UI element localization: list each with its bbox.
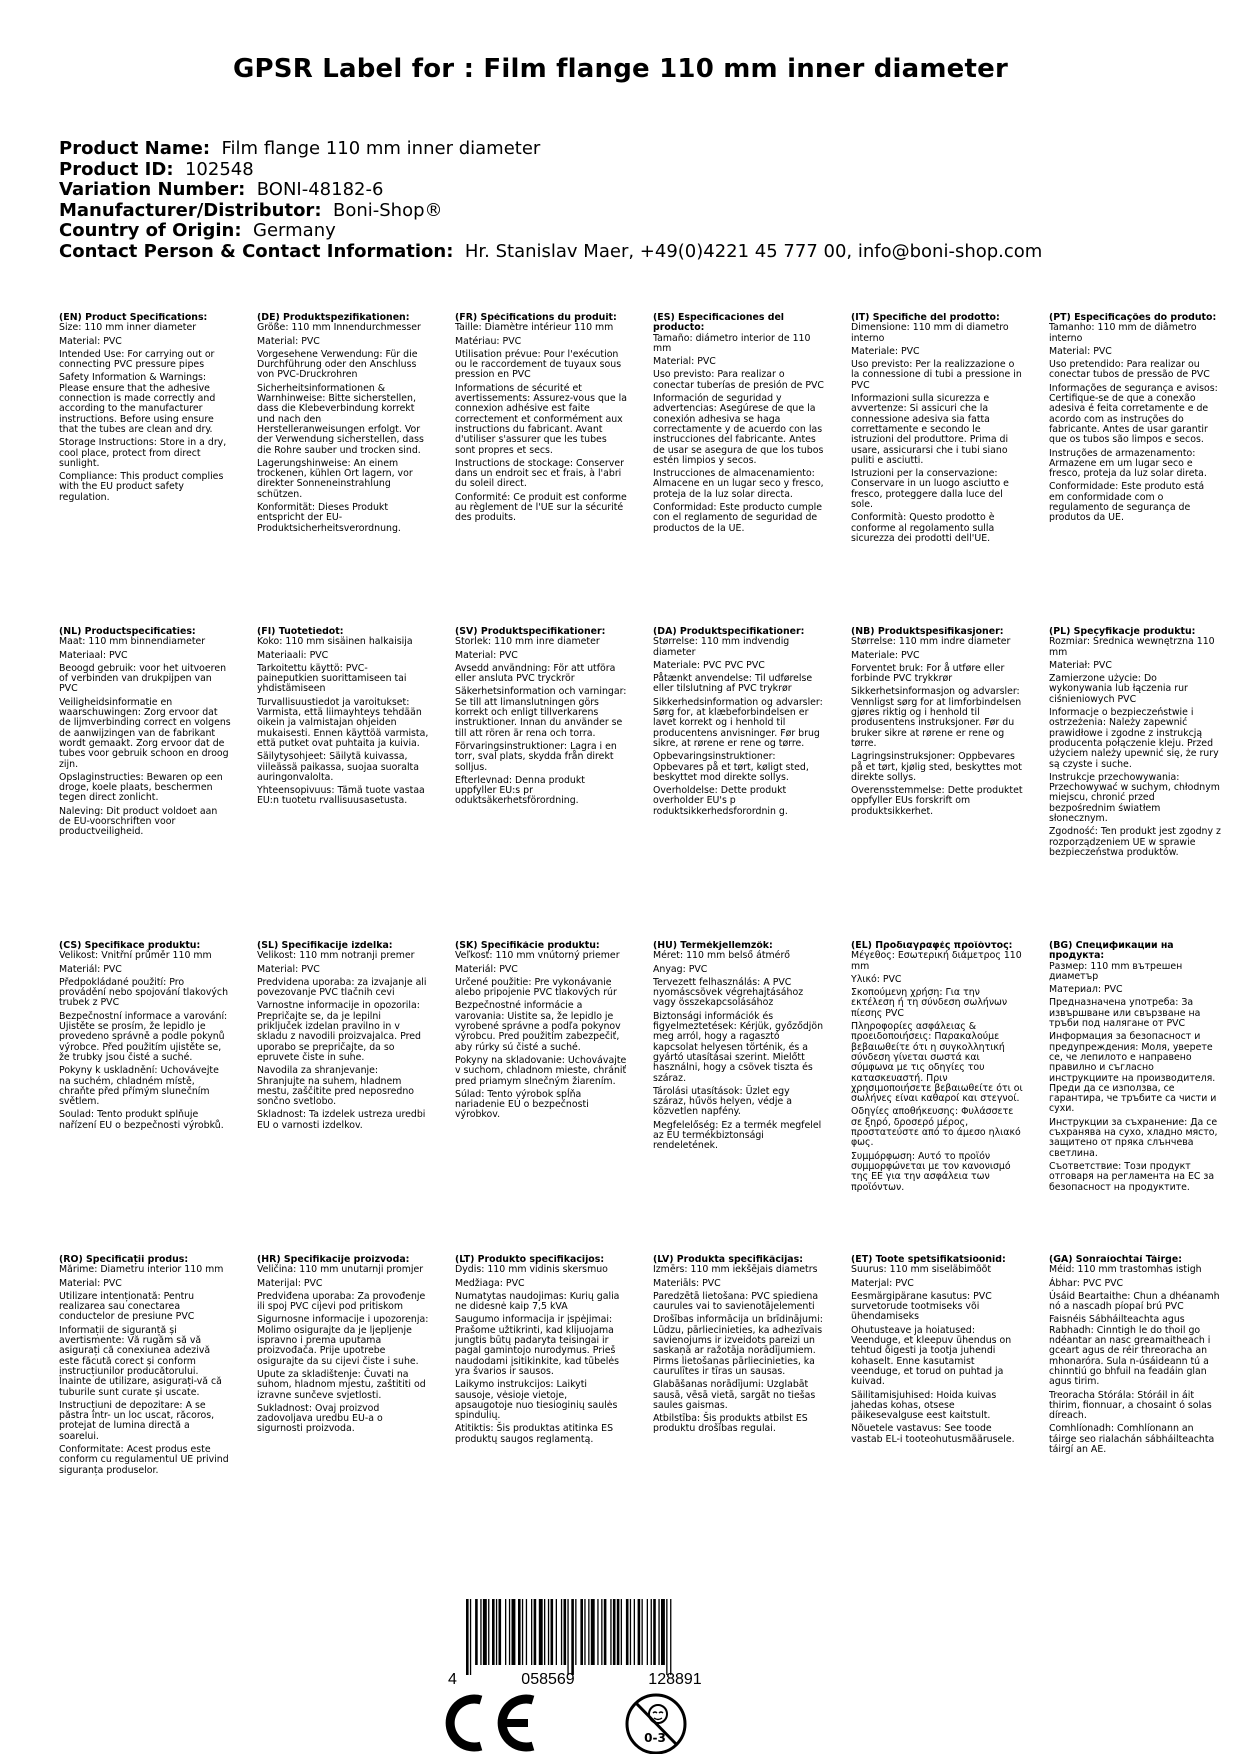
spec-line: Utilizare intenționată: Pentru realizarea sau conectarea conductelor de presiune PVC	[59, 1290, 195, 1323]
spec-block	[653, 941, 851, 1255]
barcode-bar	[634, 1599, 635, 1665]
spec-line: Conformitate: Acest produs este conform cu regulamentul UE privind siguranța produselor.	[59, 1444, 229, 1476]
spec-line: Предназначена употреба: За извършване или свързване на тръби под налягане от PVC	[1049, 997, 1201, 1030]
barcode-bar	[496, 1599, 497, 1665]
spec-line: Dimensione: 110 mm di diametro interno	[851, 322, 1009, 344]
barcode-bar	[575, 1599, 576, 1665]
barcode-bar	[642, 1599, 643, 1665]
spec-line: Instrucciones de almacenamiento: Almacene en un lugar seco y fresco, proteja de la luz solar directa.	[653, 468, 824, 500]
spec-line: Efterlevnad: Denna produkt uppfyller EU:s pr oduktsäkerhetsförordning.	[455, 774, 585, 807]
spec-line: Säkerhetsinformation och varningar: Se till att limanslutningen görs korrekt och enligt tillverkarens instruktioner. Innan du använder se till att rören är rena och torra.	[455, 686, 627, 739]
info-variation-number: Variation Number: BONI-48182-6	[59, 179, 384, 200]
spec-line: Veiligheidsinformatie en waarschuwingen: Zorg ervoor dat de lijmverbinding correct en volgens de aanwijzingen van de fabrikant wordt gemaakt. Zorg ervoor dat de tubes voor gebruik schoon en droog zijn.	[59, 696, 231, 770]
spec-line: Materjal: PVC	[851, 1277, 914, 1289]
spec-line: Maat: 110 mm binnendiameter	[59, 636, 206, 648]
spec-line: Skladnost: Ta izdelek ustreza uredbi EU o varnosti izdelkov.	[257, 1109, 426, 1131]
spec-line: Materiale: PVC	[851, 649, 920, 661]
spec-line: Navodila za shranjevanje: Shranjujte na suhem, hladnem mestu, zaščitite pred neposredno sončno svetlobo.	[257, 1065, 414, 1108]
spec-line: Instructions de stockage: Conserver dans un endroit sec et frais, à l'abri du soleil direct.	[455, 457, 624, 490]
spec-line: Úsáid Beartaithe: Chun a dhéanamh nó a nascadh píopaí brú PVC	[1049, 1290, 1220, 1313]
age-warning-label: 0-3	[644, 1731, 666, 1745]
spec-header: (DA) Produktspecifikationer:	[653, 627, 805, 637]
spec-line: Uso pretendido: Para realizar ou conectar tubos de pressão de PVC	[1049, 359, 1210, 381]
barcode-bar	[505, 1599, 506, 1665]
spec-line: Informacje o bezpieczeństwie i ostrzeżenia: Należy zapewnić prawidłowe i zgodne z instrukcją producenta połączenie kleju. Przed użyciem należy upewnić się, że rury są czyste i suche.	[1049, 707, 1219, 770]
spec-line: Avsedd användning: För att utföra eller ansluta PVC tryckrör	[455, 662, 616, 685]
spec-line: Instruções de armazenamento: Armazene em um lugar seco e fresco, proteja da luz solar direta.	[1049, 447, 1207, 480]
spec-line: Predviđena uporaba: Za provođenje ili spoj PVC cijevi pod pritiskom	[257, 1290, 426, 1313]
spec-block	[1049, 313, 1241, 627]
barcode-bar	[597, 1599, 598, 1665]
spec-line: Paredzētā lietošana: PVC spiediena caurules vai to savienotājelementi	[653, 1290, 819, 1313]
spec-header: (FI) Tuotetiedot:	[257, 627, 344, 637]
spec-header: (SK) Špecifikácie produktu:	[455, 941, 600, 951]
barcode-digits-right: 128891	[648, 1671, 702, 1687]
spec-line: Méid: 110 mm trastomhas istigh	[1049, 1264, 1202, 1276]
spec-line: Información de seguridad y advertencias: Asegúrese de que la conexión adhesiva se haga correctamente y de acuerdo con las instrucciones del fabricante. Antes de usar se asegura de que los tubos estén limpios y secos.	[653, 393, 824, 466]
spec-line: Съответствие: Този продукт отговаря на регламента на ЕС за безопасност на продуктите.	[1049, 1160, 1215, 1193]
barcode-bar	[534, 1599, 537, 1665]
spec-line: Påtænkt anvendelse: Til udførelse eller tilslutning af PVC trykrør	[653, 673, 813, 695]
barcode-bar	[601, 1599, 602, 1665]
spec-line: Suurus: 110 mm siseläbimõõt	[851, 1264, 992, 1276]
spec-grid	[59, 313, 1241, 1555]
spec-line: Informazioni sulla sicurezza e avvertenze: Si assicuri che la connessione adesiva sia fatta correttamente e secondo le istruzioni del produttore. Prima di usare, assicurarsi che i tubi siano puliti e asciutti.	[851, 393, 1009, 466]
spec-line: Atbilstība: Šis produkts atbilst ES produktu drošības regulai.	[653, 1413, 808, 1435]
barcode-bar	[480, 1599, 481, 1665]
spec-line: Overholdelse: Dette produkt overholder EU's p roduktsikkerhedsforordnin g.	[653, 785, 788, 817]
spec-block	[257, 313, 455, 627]
spec-line: Размер: 110 mm вътрешен диаметър	[1049, 960, 1183, 982]
barcode-bar	[483, 1599, 487, 1665]
spec-line: Materiāls: PVC	[653, 1277, 721, 1289]
spec-line: Safety Information & Warnings: Please ensure that the adhesive connection is made correctly and according to the manufacturer instructions. Before using ensure that the tubes are clean and dry.	[59, 372, 216, 435]
spec-line: Předpokládané použití: Pro provádění nebo spojování tlakových trubek z PVC	[59, 976, 229, 1009]
spec-line: Lagringsinstruksjoner: Oppbevares på et tørt, kjølig sted, beskyttes mot direkte sollys.	[851, 751, 1022, 783]
spec-line: Bezpečnostní informace a varování: Ujistěte se prosím, že lepidlo je provedeno správně a podle pokynů výrobce. Před použitím ujistěte se, že trubky jsou čisté a suché.	[59, 1010, 228, 1063]
spec-line: Compliance: This product complies with the EU product safety regulation.	[59, 471, 224, 503]
spec-line: Predvidena uporaba: za izvajanje ali povezovanje PVC tlačnih cevi	[257, 976, 427, 999]
spec-line: Υλικό: PVC	[851, 973, 902, 985]
spec-line: Material: PVC	[257, 335, 320, 347]
spec-block	[59, 941, 257, 1255]
spec-line: Materiál: PVC	[455, 963, 518, 975]
page-title: GPSR Label for : Film flange 110 mm inner diameter	[233, 54, 1008, 84]
spec-block	[257, 941, 455, 1255]
spec-line: Informações de segurança e avisos: Certifique-se de que a conexão adesiva é feita corretamente e de acordo com as instruções do fabricante. Antes de usar garantir que os tubos são limpos e secos.	[1049, 382, 1218, 446]
barcode-bar	[526, 1599, 527, 1665]
spec-line: Laikymo instrukcijos: Laikyti sausoje, vėsioje vietoje, apsaugotoje nuo tiesioginių saulės spindulių.	[455, 1379, 618, 1422]
barcode-bar	[522, 1599, 523, 1665]
barcode-bar	[613, 1599, 616, 1665]
spec-header: (HR) Specifikacije proizvoda:	[257, 1255, 410, 1265]
spec-line: Material: PVC	[455, 649, 518, 661]
barcode-bar	[509, 1599, 510, 1665]
spec-block	[851, 1255, 1049, 1555]
spec-line: Atitiktis: Šis produktas atitinka ES produktų saugos reglamentą.	[455, 1423, 614, 1445]
spec-line: Säilytysohjeet: Säilytä kuivassa, viileässä paikassa, suojaa suoralta auringonvalolta.	[257, 751, 419, 783]
spec-line: Taille: Diamètre intérieur 110 mm	[455, 322, 614, 334]
barcode-bar	[548, 1599, 549, 1665]
barcode-bar	[551, 1599, 554, 1665]
spec-line: Biztonsági információk és figyelmeztetések: Kérjük, győződjön meg arról, hogy a ragasztó kapcsolat helyesen történik, és a gyártó utasításai szerint. Mielőtt használni, hogy a csövek tiszta és száraz.	[653, 1010, 824, 1084]
spec-header: (SL) Specifikacije izdelka:	[257, 941, 393, 951]
spec-header: (DE) Produktspezifikationen:	[257, 313, 410, 323]
spec-block	[851, 941, 1049, 1255]
spec-line: Tárolási utasítások: Üzlet egy száraz, hűvös helyen, védje a közvetlen napfény.	[653, 1085, 792, 1118]
spec-line: Beoogd gebruik: voor het uitvoeren of verbinden van drukpijpen van PVC	[59, 662, 227, 695]
spec-line: Sukladnost: Ovaj proizvod zadovoljava uredbu EU-a o sigurnosti proizvoda.	[257, 1402, 383, 1435]
spec-line: Größe: 110 mm Innendurchmesser	[257, 322, 421, 334]
spec-line: Matériau: PVC	[455, 335, 522, 347]
barcode-digits-left: 058569	[521, 1671, 575, 1687]
spec-line: Μέγεθος: Εσωτερική διάμετρος 110 mm	[851, 950, 1022, 972]
spec-block	[1049, 1255, 1241, 1555]
barcode-bar	[518, 1599, 521, 1665]
barcode	[440, 1597, 750, 1687]
spec-line: Treoracha Stórála: Stóráil in áit thirim, fionnuar, a chosaint ó solas díreach.	[1049, 1389, 1212, 1422]
age-warning-icon	[627, 1695, 685, 1753]
spec-line: Instrukcje przechowywania: Przechowywać w suchym, chłodnym miejscu, chronić przed bezpośrednim światłem słonecznym.	[1049, 771, 1220, 825]
spec-header: (EL) Προδιαγραφές προϊόντος:	[851, 941, 1013, 951]
spec-line: Intended Use: For carrying out or connecting PVC pressure pipes	[59, 348, 215, 371]
barcode-bar	[647, 1599, 648, 1665]
barcode-bar	[670, 1599, 671, 1675]
spec-header: (LT) Produkto specifikacijos:	[455, 1255, 605, 1265]
spec-block	[455, 1255, 653, 1555]
spec-line: Zamierzone użycie: Do wykonywania lub łączenia rur ciśnieniowych PVC	[1049, 673, 1188, 705]
spec-block	[1049, 627, 1241, 941]
barcode-bar	[588, 1599, 589, 1665]
info-product-id: Product ID: 102548	[59, 158, 254, 180]
barcode-bar	[475, 1599, 478, 1665]
spec-line: Instrucțiuni de depozitare: A se păstra într- un loc uscat, răcoros, protejat de lumina directă a soarelui.	[59, 1399, 215, 1442]
spec-line: Pokyny na skladovanie: Uchovávajte v suchom, chladnom mieste, chrániť pred priamym slnečným žiarením.	[455, 1054, 627, 1087]
spec-header: (SV) Produktspecifikationer:	[455, 627, 606, 637]
spec-line: Materiál: PVC	[59, 963, 122, 975]
spec-line: Materiaal: PVC	[59, 649, 128, 661]
spec-line: Drošības informācija un brīdinājumi: Lūdzu, pārliecinieties, ka adhezīvais savienojums ir izveidots pareizi un saskaņā ar ražotāja norādījumiem. Pirms lietošanas pārliecinieties, ka caurulītes ir tīras un sausas.	[653, 1314, 823, 1377]
barcode-bar	[492, 1599, 495, 1665]
spec-line: Material: PVC	[59, 1277, 122, 1289]
spec-header: (LV) Produkta specifikācijas:	[653, 1255, 803, 1265]
spec-line: Súlad: Tento výrobok spĺňa nariadenie EÚ o bezpečnosti výrobkov.	[455, 1088, 589, 1121]
barcode-bar	[651, 1599, 652, 1665]
barcode-bar	[512, 1599, 516, 1665]
barcode-bar	[666, 1599, 667, 1675]
spec-line: Comhlíonadh: Comhlíonann an táirge seo rialachán sábháilteachta táirgí an AE.	[1049, 1423, 1215, 1456]
spec-line: Инструкции за съхранение: Да се съхранява на сухо, хладно място, защитено от пряка слънчева светлина.	[1049, 1116, 1218, 1159]
spec-line: Konformität: Dieses Produkt entspricht der EU-Produktsicherheitsverordnung.	[257, 502, 401, 534]
spec-line: Tamaño: diámetro interior de 110 mm	[653, 332, 811, 354]
spec-header: (HU) Termékjellemzők:	[653, 941, 773, 951]
barcode-bar	[604, 1599, 607, 1665]
spec-block	[257, 1255, 455, 1555]
spec-line: Material: PVC	[59, 335, 122, 347]
spec-header: (BG) Спецификации на продукта:	[1049, 941, 1174, 962]
barcode-bar	[531, 1599, 532, 1665]
barcode-bar	[488, 1599, 489, 1665]
spec-line: Mărime: Diametru interior 110 mm	[59, 1264, 224, 1276]
spec-header: (NB) Produktspesifikasjoner:	[851, 627, 1004, 637]
barcode-bar	[571, 1599, 574, 1675]
spec-line: Συμμόρφωση: Αυτό το προϊόν συμμορφώνεται με τον κανονισμό της ΕΕ για την ασφάλεια των προϊόντων.	[851, 1150, 1011, 1193]
spec-block	[455, 627, 653, 941]
spec-header: (FR) Spécifications du produit:	[455, 313, 617, 323]
spec-block	[455, 313, 653, 627]
spec-line: Förvaringsinstruktioner: Lagra i en torr, sval plats, skydda från direkt solljus.	[455, 740, 617, 773]
spec-line: Tarkoitettu käyttö: PVC-paineputkien suorittamiseen tai yhdistämiseen	[257, 662, 407, 695]
barcode-bar	[610, 1599, 611, 1665]
spec-line: Material: PVC	[257, 963, 320, 975]
barcode-bar	[653, 1599, 656, 1665]
spec-line: Οδηγίες αποθήκευσης: Φυλάσσετε σε ξηρό, δροσερό μέρος, προστατεύστε από το άμεσο ηλιακό φως.	[851, 1106, 1021, 1149]
spec-header: (ES) Especificaciones del producto:	[653, 313, 785, 334]
spec-line: Varnostne informacije in opozorila: Prepričajte se, da je lepilni priključek izdelan pravilno in v skladu z navodili proizvajalca. Pred uporabo se prepričajte, da so epruvete čiste in suhe.	[257, 1000, 421, 1063]
spec-header: (GA) Sonraíochtaí Táirge:	[1049, 1255, 1182, 1265]
spec-header: (IT) Specifiche del prodotto:	[851, 313, 1000, 323]
spec-line: Sigurnosne informacije i upozorenja: Molimo osigurajte da je ljepljenje ispravno i prema uputama proizvođača. Prije upotrebe osigurajte da su cijevi čiste i suhe.	[257, 1314, 429, 1367]
spec-line: Veličina: 110 mm unutarnji promjer	[257, 1264, 424, 1276]
spec-line: Säilitamisjuhised: Hoida kuivas jahedas kohas, otsese päikesevalguse eest kaitstult.	[851, 1389, 997, 1422]
spec-line: Izmērs: 110 mm iekšējais diametrs	[653, 1264, 818, 1276]
spec-line: Istruzioni per la conservazione: Conservare in un luogo asciutto e fresco, proteggere dalla luce del sole.	[851, 468, 1009, 511]
spec-line: Conformidade: Este produto está em conformidade com o regulamento de segurança de produtos da UE.	[1049, 481, 1205, 524]
spec-block	[59, 627, 257, 941]
spec-line: Forventet bruk: For å utføre eller forbinde PVC trykkrør	[851, 662, 1005, 685]
spec-line: Uso previsto: Per la realizzazione o la connessione di tubi a pressione in PVC	[851, 359, 1022, 391]
spec-line: Soulad: Tento produkt splňuje nařízení EU o bezpečnosti výrobků.	[59, 1109, 224, 1131]
barcode-bar	[621, 1599, 622, 1665]
spec-header: (ET) Toote spetsifikatsioonid:	[851, 1255, 1006, 1265]
barcode-digit-first: 4	[448, 1671, 457, 1687]
spec-line: Sicherheitsinformationen & Warnhinweise: Bitte sicherstellen, dass die Klebeverbindung korrekt und nach den Herstelleranweisungen erfolgt. Vor der Verwendung sicherstellen, dass die Rohre sauber und trocken sind.	[257, 382, 424, 456]
barcode-bar	[499, 1599, 502, 1665]
spec-line: Velikost: 110 mm notranji premer	[257, 950, 415, 962]
barcode-bar	[567, 1599, 568, 1675]
spec-line: Utilisation prévue: Pour l'exécution ou le raccordement de tuyaux sous pression en PVC	[455, 348, 622, 381]
spec-line: Vorgesehene Verwendung: Für die Durchführung oder den Anschluss von PVC-Druckrohren	[257, 348, 418, 381]
spec-line: Storage Instructions: Store in a dry, cool place, protect from direct sunlight.	[59, 437, 227, 469]
spec-line: Πληροφορίες ασφάλειας & προειδοποιήσεις: Παρακαλούμε βεβαιωθείτε ότι η συγκολλητική σύνδεση γίνεται σωστά και σύμφωνα με τις οδηγίες του κατασκευαστή. Πριν χρησιμοποιήσετε βεβαιωθείτε ότι οι σωλήνες είναι καθαροί και στεγνοί.	[851, 1021, 1023, 1105]
barcode-bar	[661, 1599, 665, 1665]
spec-line: Veľkosť: 110 mm vnútorný priemer	[455, 950, 620, 962]
spec-line: Saugumo informacija ir įspėjimai: Prašome užtikrinti, kad klijuojama jungtis būtų padaryta teisingai ir pagal gamintojo nurodymus. Prieš naudodami įsitikinkite, kad tūbelės yra švarios ir sausos.	[455, 1314, 620, 1377]
spec-line: Størrelse: 110 mm indre diameter	[851, 636, 1011, 648]
spec-line: Medžiaga: PVC	[455, 1277, 525, 1289]
spec-block	[59, 1255, 257, 1555]
barcode-bar	[466, 1599, 469, 1675]
spec-line: Sikkerhedsinformation og advarsler: Sørg for, at klæbeforbindelsen er lavet korrekt og i henhold til producentens anvisninger. Før brug sikre, at rørene er rene og tørre.	[653, 696, 823, 749]
spec-line: Materiale: PVC	[851, 345, 920, 357]
barcode-bar	[584, 1599, 585, 1665]
spec-line: Overensstemmelse: Dette produktet oppfyller EUs forskrift om produktsikkerhet.	[851, 785, 1023, 817]
spec-line: Velikost: Vnitřní průměr 110 mm	[59, 950, 212, 962]
barcode-bar	[539, 1599, 543, 1665]
spec-block	[851, 627, 1049, 941]
spec-line: Størrelse: 110 mm indvendig diameter	[653, 636, 790, 658]
spec-line: Informations de sécurité et avertissements: Assurez-vous que la connexion adhésive est faite correctement et conformément aux instructions du fabricant. Avant d'utiliser s'assurer que les tubes sont propres et secs.	[455, 382, 627, 456]
spec-line: Upute za skladištenje: Čuvati na suhom, hladnom mjestu, zaštititi od izravne sunčeve svjetlosti.	[257, 1368, 426, 1401]
barcode-bar	[630, 1599, 631, 1665]
spec-line: Materiale: PVC PVC PVC	[653, 659, 765, 671]
spec-header: (PL) Specyfikacje produktu:	[1049, 627, 1196, 637]
spec-header: (EN) Product Specifications:	[59, 313, 208, 323]
spec-block	[653, 627, 851, 941]
spec-line: Materiał: PVC	[1049, 659, 1112, 671]
barcode-bar	[556, 1599, 557, 1665]
spec-line: Sikkerhetsinformasjon og advarsler: Vennligst sørg for at limforbindelsen gjøres riktig og i henhold til produsentens instruksjoner. Før du bruker sikre at rørene er rene og tørre.	[851, 686, 1022, 749]
spec-line: Megfelelőség: Ez a termék megfelel az EU termékbiztonsági rendeletének.	[653, 1119, 822, 1152]
barcode-bar	[561, 1599, 562, 1665]
spec-line: Tervezett felhasználás: A PVC nyomáscsövek végrehajtásához vagy összekapcsolásához	[653, 976, 804, 1009]
spec-line: Glabāšanas norādījumi: Uzglabāt sausā, vēsā vietā, sargāt no tiešas saules gaismas.	[653, 1379, 816, 1411]
spec-line: Numatytas naudojimas: Kurių galia ne didesnė kaip 7,5 kVA	[455, 1290, 620, 1313]
ce-mark-icon	[450, 1699, 533, 1747]
spec-line: Ohutusteave ja hoiatused: Veenduge, et kleepuv ühendus on tehtud õigesti ja tootja juhendi kohaselt. Enne kasutamist veenduge, et torud on puhtad ja kuivad.	[851, 1324, 1012, 1388]
spec-line: Yhteensopivuus: Tämä tuote vastaa EU:n tuotetu rvallisuusasetusta.	[257, 785, 425, 807]
spec-line: Material: PVC	[653, 356, 716, 368]
barcode-bar	[638, 1599, 641, 1665]
spec-line: Dydis: 110 mm vidinis skersmuo	[455, 1264, 608, 1276]
spec-line: Faisnéis Sábháilteachta agus Rabhadh: Cinntigh le do thoil go ndéantar an nasc greamaitheach i gceart agus de réir threoracha an mhonaróra. Sula n-úsáideann tú a chinntiú go bhfuil na feadáin glan agus tirim.	[1049, 1314, 1211, 1388]
spec-line: Rozmiar: Średnica wewnętrzna 110 mm	[1049, 636, 1215, 658]
spec-line: Zgodność: Ten produkt jest zgodny z rozporządzeniem UE w sprawie bezpieczeństwa produktów.	[1049, 826, 1221, 858]
spec-line: Informații de siguranță și avertismente: Vă rugăm să vă asigurați că conexiunea adezivă este făcută corect și conform instrucțiunilor producătorului. Înainte de utilizare, asigurați-vă că tuburile sunt curate și uscate.	[59, 1324, 222, 1398]
spec-line: Lagerungshinweise: An einem trockenen, kühlen Ort lagern, vor direkter Sonneneinstrahlung schützen.	[257, 457, 413, 500]
spec-line: Материал: PVC	[1049, 984, 1123, 996]
spec-line: Σκοπούμενη χρήση: Για την εκτέλεση ή τη σύνδεση σωλήνων πίεσης PVC	[851, 987, 1008, 1019]
barcode-bars	[466, 1599, 671, 1675]
spec-line: Opbevaringsinstruktioner: Opbevares på et tørt, køligt sted, beskyttet mod direkte sollys.	[653, 751, 809, 783]
spec-line: Eesmärgipärane kasutus: PVC survetorude tootmiseks või ühendamiseks	[851, 1290, 992, 1323]
barcode-bar	[564, 1599, 567, 1665]
barcode-bar	[626, 1599, 629, 1665]
spec-block	[653, 1255, 851, 1555]
spec-block	[653, 313, 851, 627]
spec-line: Conformité: Ce produit est conforme au règlement de l'UE sur la sécurité des produits.	[455, 491, 627, 524]
spec-line: Materijal: PVC	[257, 1277, 323, 1289]
spec-line: Anyag: PVC	[653, 963, 708, 975]
spec-block	[59, 313, 257, 627]
spec-line: Určené použitie: Pre vykonávanie alebo pripojenie PVC tlakových rúr	[455, 976, 617, 999]
spec-header: (RO) Specificații produs:	[59, 1255, 189, 1265]
product-info	[59, 139, 1042, 262]
spec-line: Uso previsto: Para realizar o conectar tuberías de presión de PVC	[653, 369, 824, 391]
barcode-bar	[617, 1599, 620, 1665]
barcode-bar	[591, 1599, 595, 1665]
spec-header: (NL) Productspecificaties:	[59, 627, 196, 637]
spec-line: Storlek: 110 mm inre diameter	[455, 636, 600, 648]
info-country-of-origin: Country of Origin: Germany	[59, 220, 336, 241]
spec-line: Koko: 110 mm sisäinen halkaisija	[257, 636, 413, 648]
spec-header: (PT) Especificações do produto:	[1049, 313, 1217, 323]
spec-line: Size: 110 mm inner diameter	[59, 322, 197, 334]
spec-line: Информация за безопасност и предупреждения: Моля, уверете се, че лепилото е направено правилно и съгласно инструкциите на производителя. Преди да се използва, се гарантира, че тръбите са чисти и сухи.	[1049, 1031, 1217, 1115]
barcode-bar	[580, 1599, 583, 1665]
info-contact: Contact Person & Contact Information: Hr. Stanislav Maer, +49(0)4221 45 777 00, info@boni-shop.com	[59, 240, 1043, 262]
spec-line: Material: PVC	[1049, 345, 1112, 357]
spec-line: Turvallisuustiedot ja varoitukset: Varmista, että liimayhteys tehdään oikein ja valmistajan ohjeiden mukaisesti. Ennen käyttöä varmista, että putket ovat puhtaita ja kuivia.	[257, 696, 429, 749]
spec-block	[851, 313, 1049, 627]
spec-line: Pokyny k uskladnění: Uchovávejte na suchém, chladném místě, chraňte před přímým slunečním světlem.	[59, 1065, 219, 1108]
spec-line: Conformità: Questo prodotto è conforme al regolamento sulla sicurezza dei prodotti dell'UE.	[851, 512, 995, 544]
barcode-bar	[470, 1599, 471, 1675]
barcode-bar	[544, 1599, 545, 1665]
spec-block	[455, 941, 653, 1255]
spec-line: Naleving: Dit product voldoet aan de EU-voorschriften voor productveiligheid.	[59, 805, 218, 838]
spec-line: Conformidad: Este producto cumple con el reglamento de seguridad de productos de la UE.	[653, 502, 823, 534]
spec-line: Bezpečnostné informácie a varovania: Uistite sa, že lepidlo je vyrobené správne a podľa pokynov výrobcu. Pred použitím zabezpečiť, aby rúrky sú čisté a suché.	[455, 1000, 621, 1053]
spec-block	[257, 627, 455, 941]
info-manufacturer: Manufacturer/Distributor: Boni-Shop®	[59, 199, 443, 221]
spec-line: Materiaali: PVC	[257, 649, 329, 661]
compliance-marks	[0, 1692, 1241, 1754]
spec-line: Nõuetele vastavus: See toode vastab EL-i tooteohutusmäärusele.	[851, 1423, 1015, 1445]
barcode-bar	[658, 1599, 659, 1665]
spec-block	[1049, 941, 1241, 1255]
spec-line: Ábhar: PVC PVC	[1049, 1277, 1124, 1289]
spec-header: (CS) Specifikace produktu:	[59, 941, 201, 951]
spec-line: Méret: 110 mm belső átmérő	[653, 950, 791, 962]
info-product-name: Product Name: Film flange 110 mm inner diameter	[59, 138, 541, 159]
spec-line: Opslaginstructies: Bewaren op een droge, koele plaats, beschermen tegen direct zonlicht.	[59, 771, 223, 804]
spec-line: Tamanho: 110 mm de diâmetro interno	[1049, 322, 1197, 344]
